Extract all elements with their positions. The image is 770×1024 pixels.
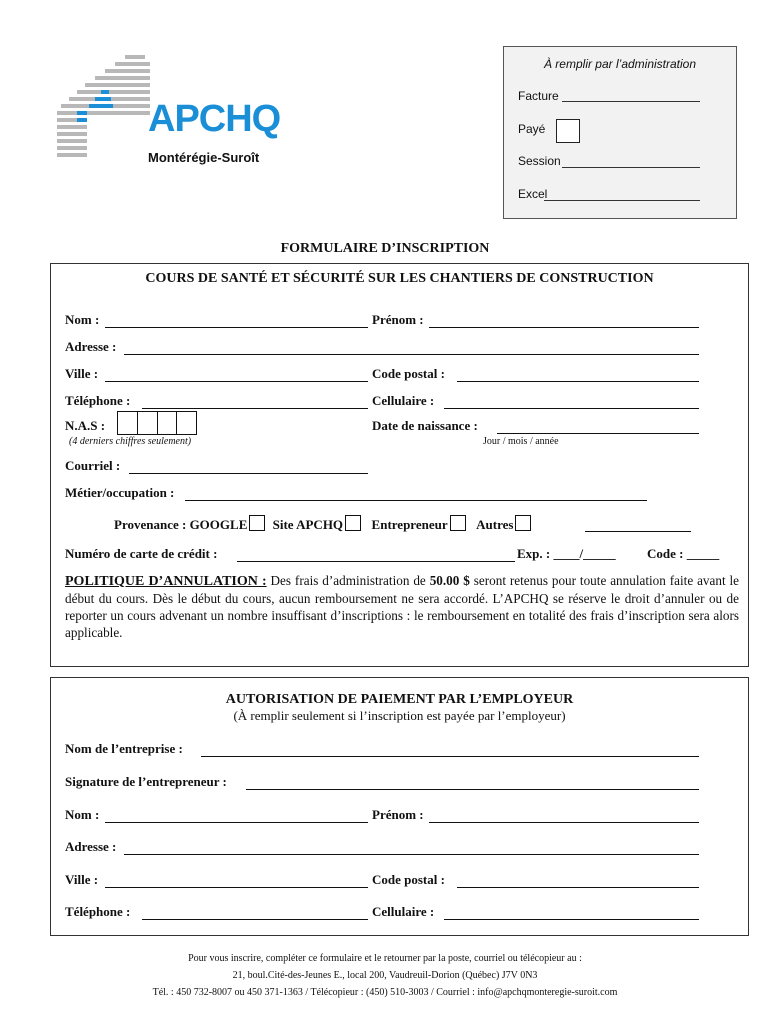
nas-label: N.A.S : <box>65 418 106 433</box>
emp-code-postal-label: Code postal : <box>372 872 445 887</box>
logo-wordmark: APCHQ <box>148 98 281 140</box>
entrepreneur-label: Entrepreneur <box>371 517 448 532</box>
emp-ville-field[interactable] <box>105 886 368 888</box>
ville-label: Ville : <box>65 366 99 381</box>
metier-label: Métier/occupation : <box>65 485 175 500</box>
google-checkbox[interactable] <box>249 515 265 531</box>
metier-field[interactable] <box>185 499 647 501</box>
prenom-label: Prénom : <box>372 312 424 327</box>
site-checkbox[interactable] <box>345 515 361 531</box>
logo-region: Montérégie-Suroît <box>148 150 260 165</box>
date-hint: Jour / mois / année <box>483 436 559 447</box>
emp-cellulaire-label: Cellulaire : <box>372 904 435 919</box>
employer-subtitle: (À remplir seulement si l’inscription est payée par l’employeur) <box>233 708 566 723</box>
emp-adresse-label: Adresse : <box>65 839 117 854</box>
emp-telephone-label: Téléphone : <box>65 904 131 919</box>
courriel-label: Courriel : <box>65 458 121 473</box>
policy-amount: 50.00 $ <box>429 573 470 588</box>
code-field[interactable]: Code : _____ <box>647 546 720 561</box>
emp-adresse-field[interactable] <box>124 853 699 855</box>
facture-label: Facture <box>518 89 559 103</box>
date-naissance-field[interactable] <box>497 432 699 434</box>
provenance-label: Provenance : GOOGLE <box>114 517 248 532</box>
paye-label: Payé <box>518 122 546 136</box>
course-title: COURS DE SANTÉ ET SÉCURITÉ SUR LES CHANTIERS DE CONSTRUCTION <box>145 271 654 286</box>
emp-ville-label: Ville : <box>65 872 99 887</box>
policy-heading: POLITIQUE D’ANNULATION : <box>65 574 267 589</box>
footer-address: 21, boul.Cité-des-Jeunes E., local 200, Vaudreuil-Dorion (Québec) J7V 0N3 <box>232 970 538 981</box>
nom-field[interactable] <box>105 326 368 328</box>
nas-boxes[interactable] <box>117 411 197 435</box>
code-postal-label: Code postal : <box>372 366 445 381</box>
footer-line1: Pour vous inscrire, compléter ce formulaire et le retourner par la poste, courriel ou télécopieur au : <box>188 953 582 964</box>
code-postal-field[interactable] <box>457 380 699 382</box>
prenom-field[interactable] <box>429 326 699 328</box>
admin-title: À remplir par l’administration <box>543 57 697 71</box>
carte-label: Numéro de carte de crédit : <box>65 546 218 561</box>
courriel-field[interactable] <box>129 472 368 474</box>
emp-code-postal-field[interactable] <box>457 886 699 888</box>
excel-label: Excel <box>518 187 548 201</box>
cellulaire-label: Cellulaire : <box>372 393 435 408</box>
emp-cellulaire-field[interactable] <box>444 918 699 920</box>
admin-box <box>503 46 737 219</box>
carte-field[interactable] <box>237 560 515 562</box>
cellulaire-field[interactable] <box>444 407 699 409</box>
emp-prenom-field[interactable] <box>429 821 699 823</box>
autres-field[interactable] <box>585 530 691 532</box>
signature-field[interactable] <box>246 788 699 790</box>
registration-section <box>50 263 749 667</box>
entreprise-field[interactable] <box>201 755 699 757</box>
cancellation-policy <box>65 572 739 641</box>
ville-field[interactable] <box>105 380 368 382</box>
facture-field[interactable] <box>562 91 700 102</box>
footer <box>0 950 770 1001</box>
autres-label: Autres <box>476 517 514 532</box>
paye-checkbox[interactable] <box>556 119 580 143</box>
policy-text-b: seront retenus pour toute annulation faite avant le début du cours. Dès le début du cours, aucun remboursement ne sera accordé. L’APCHQ se réserve le droit d’annuler ou de reporter un cours advenant un nombre insuffisant d’inscriptions : le remboursement en totalité des frais d’inscription sera alors applicable. <box>65 573 740 640</box>
session-label: Session <box>518 154 561 168</box>
nas-hint: (4 derniers chiffres seulement) <box>69 436 192 447</box>
emp-nom-label: Nom : <box>65 807 100 822</box>
adresse-field[interactable] <box>124 353 699 355</box>
employer-title: AUTORISATION DE PAIEMENT PAR L’EMPLOYEUR <box>225 692 574 707</box>
telephone-field[interactable] <box>142 407 368 409</box>
adresse-label: Adresse : <box>65 339 117 354</box>
signature-label: Signature de l’entrepreneur : <box>65 774 227 789</box>
policy-text-a: Des frais d’administration de <box>270 573 426 588</box>
autres-checkbox[interactable] <box>515 515 531 531</box>
nom-label: Nom : <box>65 312 100 327</box>
excel-field[interactable] <box>544 190 700 201</box>
emp-telephone-field[interactable] <box>142 918 368 920</box>
site-label: Site APCHQ <box>272 517 344 532</box>
footer-contact: Tél. : 450 732-8007 ou 450 371-1363 / Télécopieur : (450) 510-3003 / Courriel : info@apchqmonteregie-suroit.com <box>152 987 618 998</box>
telephone-label: Téléphone : <box>65 393 131 408</box>
exp-field[interactable]: Exp. : ____/_____ <box>517 546 616 561</box>
provenance-row <box>114 515 535 533</box>
form-title: FORMULAIRE D’INSCRIPTION <box>280 241 490 256</box>
employer-section <box>50 677 749 936</box>
session-field[interactable] <box>562 157 700 168</box>
date-naissance-label: Date de naissance : <box>372 418 478 433</box>
emp-nom-field[interactable] <box>105 821 368 823</box>
entreprise-label: Nom de l’entreprise : <box>65 741 183 756</box>
entrepreneur-checkbox[interactable] <box>450 515 466 531</box>
emp-prenom-label: Prénom : <box>372 807 424 822</box>
